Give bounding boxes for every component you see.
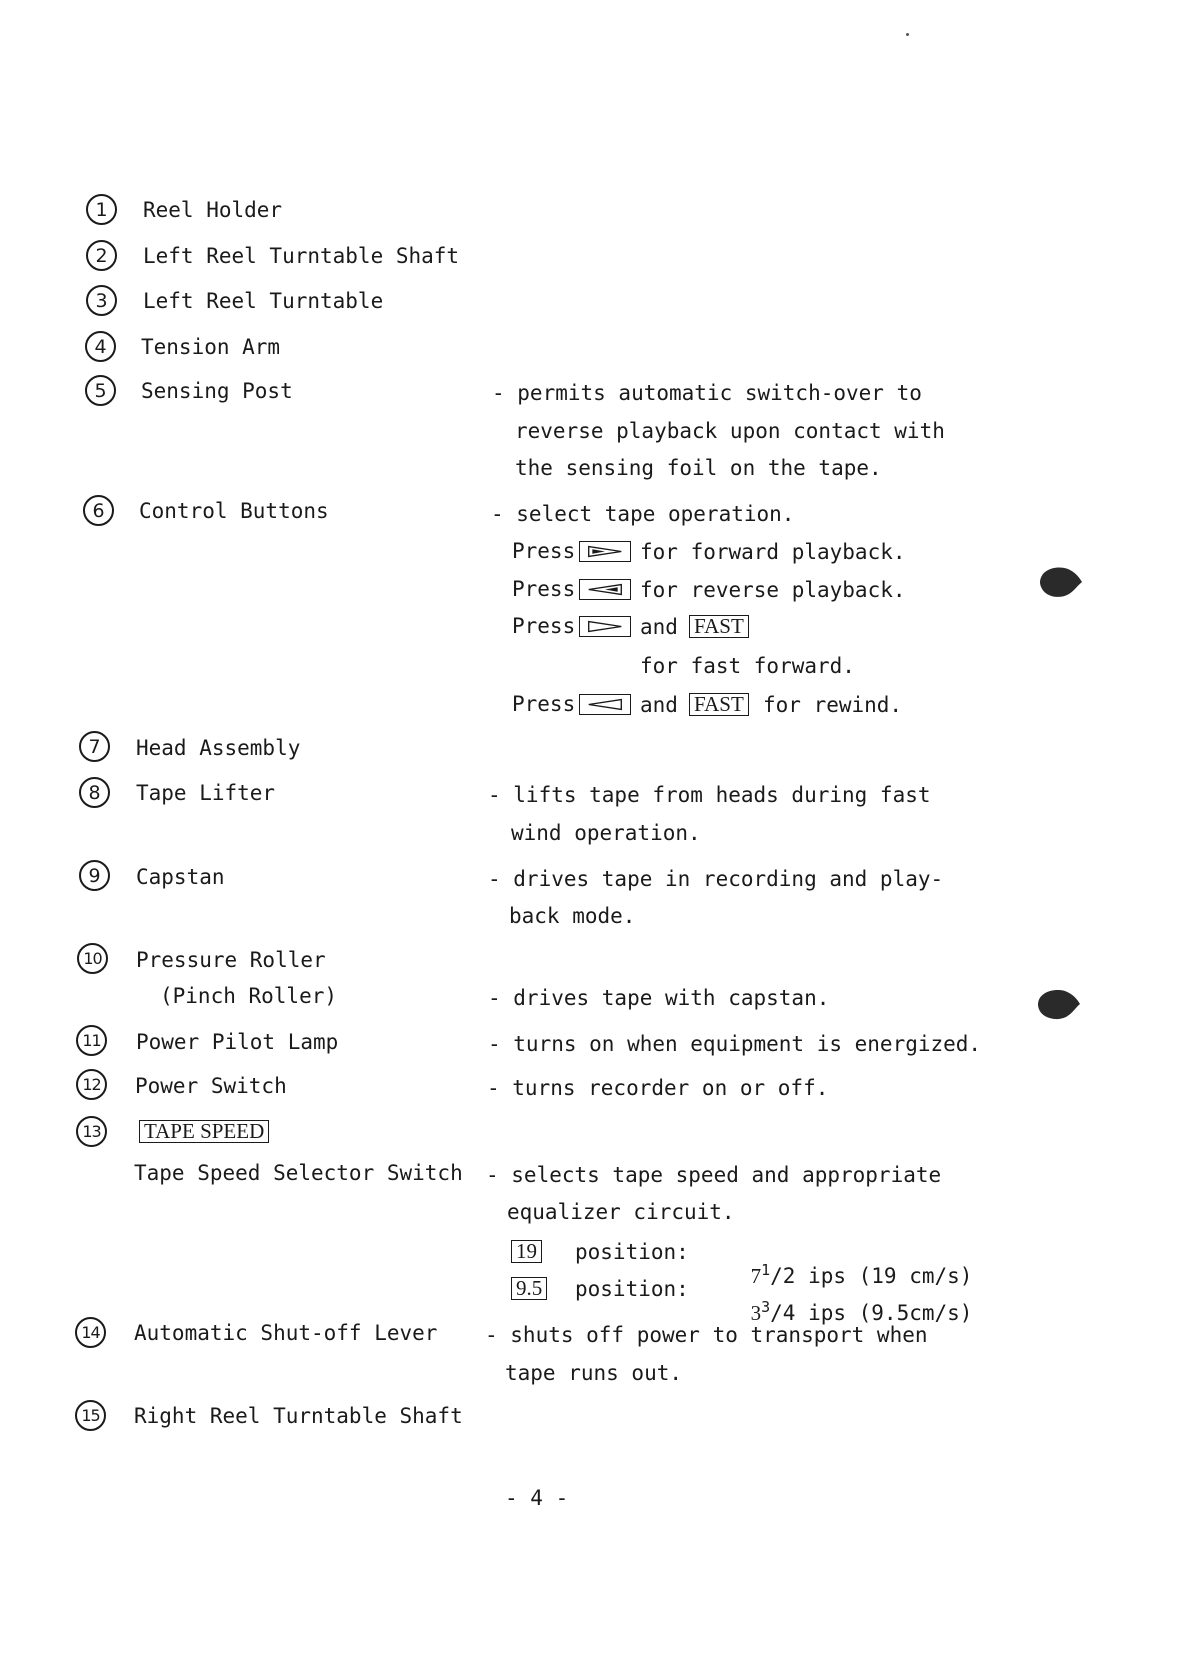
- item-number-circle: 2: [86, 240, 117, 271]
- item-name: Power Pilot Lamp: [136, 1030, 339, 1054]
- forward-playback-text: for forward playback.: [640, 540, 906, 564]
- item-description-line: tape runs out.: [505, 1361, 683, 1385]
- speed-whole: 7: [750, 1264, 762, 1288]
- scan-speck: [906, 33, 909, 36]
- item-name: Control Buttons: [139, 499, 329, 523]
- press-label: Press: [512, 539, 576, 563]
- item-name: Capstan: [136, 865, 225, 889]
- item-description-line: - permits automatic switch-over to: [492, 381, 922, 405]
- fast-key: FAST: [689, 615, 749, 638]
- item-description-line: - select tape operation.: [491, 502, 795, 526]
- speed-rest: ips (19 cm/s): [808, 1264, 973, 1288]
- item-number-circle: 14: [75, 1317, 106, 1348]
- and-label: and: [640, 693, 678, 717]
- item-name: Tape Lifter: [136, 781, 276, 805]
- speed-rest: ips (9.5cm/s): [808, 1301, 973, 1325]
- item-number-circle: 13: [76, 1116, 107, 1147]
- press-label: Press: [512, 577, 576, 601]
- item-number-circle: 8: [79, 777, 110, 808]
- item-description-line: - shuts off power to transport when: [485, 1323, 928, 1347]
- item-number-circle: 7: [79, 731, 110, 762]
- item-name: Automatic Shut-off Lever: [134, 1321, 438, 1345]
- item-description-line: - turns on when equipment is energized.: [488, 1032, 982, 1056]
- speed-frac-num: 3: [761, 1298, 771, 1316]
- item-number-circle: 12: [76, 1069, 107, 1100]
- item-name: Pressure Roller: [136, 948, 326, 972]
- item-description-line: - drives tape in recording and play-: [488, 867, 944, 891]
- item-description-line: the sensing foil on the tape.: [515, 456, 882, 480]
- item-name: Sensing Post: [141, 379, 293, 403]
- item-name: Power Switch: [135, 1074, 287, 1098]
- item-name: Right Reel Turntable Shaft: [134, 1404, 463, 1428]
- item-description-line: - lifts tape from heads during fast: [488, 783, 931, 807]
- item-number-circle: 3: [86, 285, 117, 316]
- and-label: and: [640, 615, 678, 639]
- item-description-line: - drives tape with capstan.: [488, 986, 830, 1010]
- speed-ips-value: $7^1/2$ ips (19 cm/s): [750, 1261, 973, 1288]
- page-number: - 4 -: [505, 1486, 569, 1510]
- reverse-key-icon: [579, 694, 631, 715]
- fast-forward-text: for fast forward.: [640, 654, 855, 678]
- speed-position-label: position:: [575, 1277, 689, 1301]
- speed-frac-den: 4: [782, 1301, 796, 1325]
- reverse-play-key-icon: [579, 579, 631, 600]
- speed-9-5-key: 9.5: [511, 1277, 547, 1300]
- tape-speed-panel-label: TAPE SPEED: [139, 1120, 269, 1143]
- item-name: Reel Holder: [143, 198, 283, 222]
- item-number-circle: 9: [79, 860, 110, 891]
- speed-frac-den: 2: [782, 1264, 796, 1288]
- reverse-playback-text: for reverse playback.: [640, 578, 906, 602]
- speed-19-key: 19: [511, 1240, 542, 1263]
- item-number-circle: 6: [83, 495, 114, 526]
- item-name: Tape Speed Selector Switch: [134, 1161, 463, 1185]
- item-number-circle: 11: [76, 1025, 107, 1056]
- item-number-circle: 1: [86, 194, 117, 225]
- item-description-line: reverse playback upon contact with: [515, 419, 945, 443]
- item-description-line: wind operation.: [511, 821, 701, 845]
- item-description-line: - selects tape speed and appropriate: [486, 1163, 942, 1187]
- item-name: Head Assembly: [136, 736, 301, 760]
- item-description-line: back mode.: [509, 904, 636, 928]
- item-name-alt: (Pinch Roller): [160, 984, 338, 1008]
- item-description-line: - turns recorder on or off.: [487, 1076, 829, 1100]
- speed-whole: 3: [750, 1301, 762, 1325]
- item-number-circle: 5: [85, 375, 116, 406]
- press-label: Press: [512, 614, 576, 638]
- item-number-circle: 4: [85, 331, 116, 362]
- forward-key-icon: [579, 616, 631, 637]
- item-description-line: equalizer circuit.: [507, 1200, 735, 1224]
- item-number-circle: 10: [77, 943, 108, 974]
- punch-hole-mark: [1033, 985, 1083, 1025]
- fast-key: FAST: [689, 693, 749, 716]
- speed-ips-value: $3^3/4$ ips (9.5cm/s): [750, 1298, 973, 1325]
- item-number-circle: 15: [75, 1400, 106, 1431]
- speed-position-label: position:: [575, 1240, 689, 1264]
- speed-frac-num: 1: [761, 1261, 771, 1279]
- press-label: Press: [512, 692, 576, 716]
- item-name: Left Reel Turntable: [143, 289, 384, 313]
- item-name: Tension Arm: [141, 335, 281, 359]
- rewind-text: for rewind.: [763, 693, 903, 717]
- item-name: Left Reel Turntable Shaft: [143, 244, 460, 268]
- forward-play-key-icon: [579, 541, 631, 562]
- punch-hole-mark: [1035, 563, 1085, 603]
